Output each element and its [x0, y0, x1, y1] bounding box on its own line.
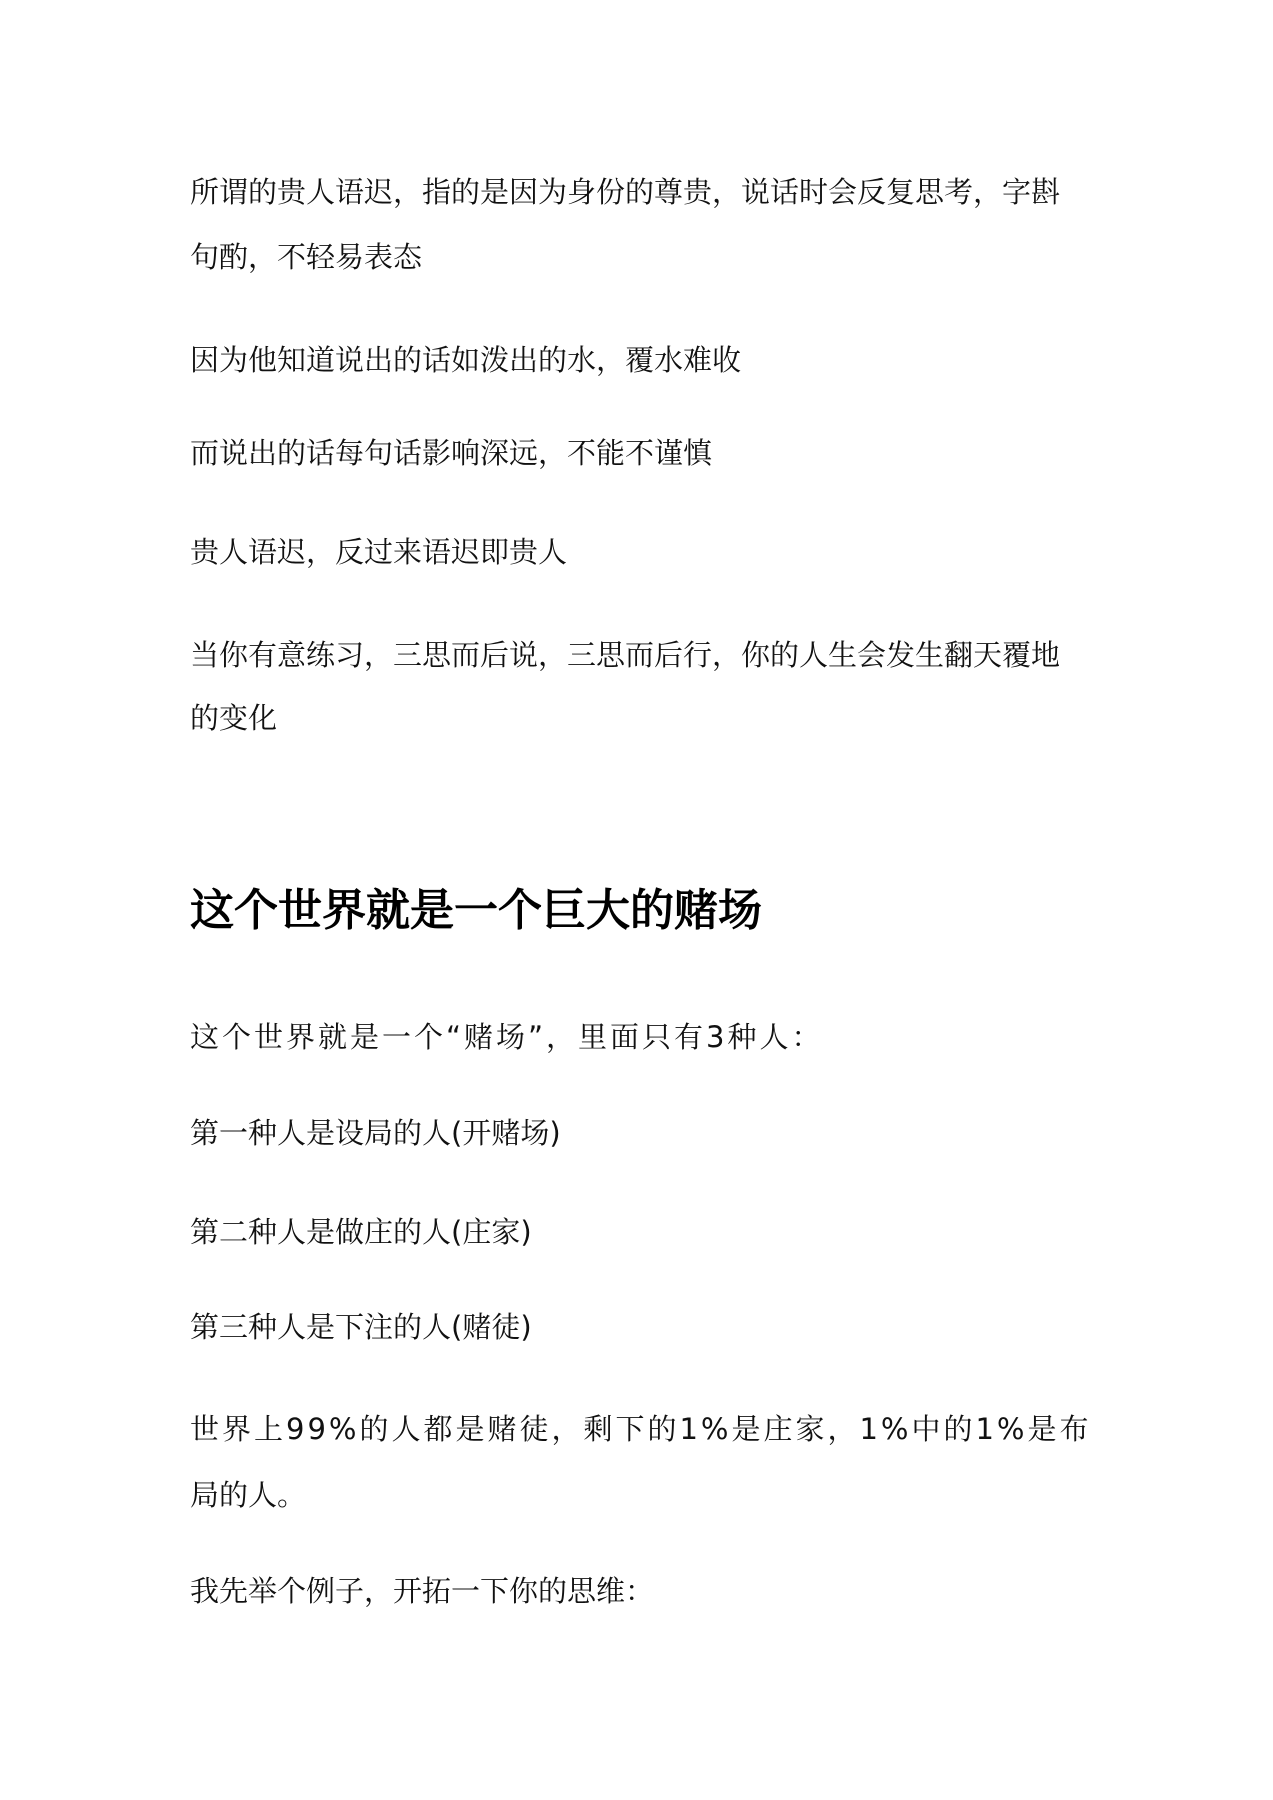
paragraph: 第二种人是做庄的人(庄家): [190, 1215, 532, 1249]
paragraph: 第一种人是设局的人(开赌场): [190, 1116, 561, 1150]
paragraph-line: 当你有意练习，三思而后说，三思而后行，你的人生会发生翻天覆地: [190, 638, 1061, 672]
paragraph: 因为他知道说出的话如泼出的水，覆水难收: [190, 343, 742, 377]
paragraph-line: 世界上99%的人都是赌徒，剩下的1%是庄家，1%中的1%是布: [190, 1412, 1092, 1446]
paragraph: 这个世界就是一个“赌场”，里面只有3种人：: [190, 1020, 824, 1054]
section-heading: 这个世界就是一个巨大的赌场: [190, 885, 762, 936]
paragraph-line: 句酌，不轻易表态: [190, 240, 423, 274]
paragraph: 而说出的话每句话影响深远，不能不谨慎: [190, 436, 713, 470]
paragraph: 贵人语迟，反过来语迟即贵人: [190, 535, 568, 569]
paragraph-line: 的变化: [190, 701, 278, 735]
paragraph: 我先举个例子，开拓一下你的思维：: [190, 1574, 655, 1608]
paragraph: 第三种人是下注的人(赌徒): [190, 1310, 532, 1344]
paragraph-line: 局的人。: [190, 1478, 307, 1512]
paragraph-line: 所谓的贵人语迟，指的是因为身份的尊贵，说话时会反复思考，字斟: [190, 175, 1061, 209]
